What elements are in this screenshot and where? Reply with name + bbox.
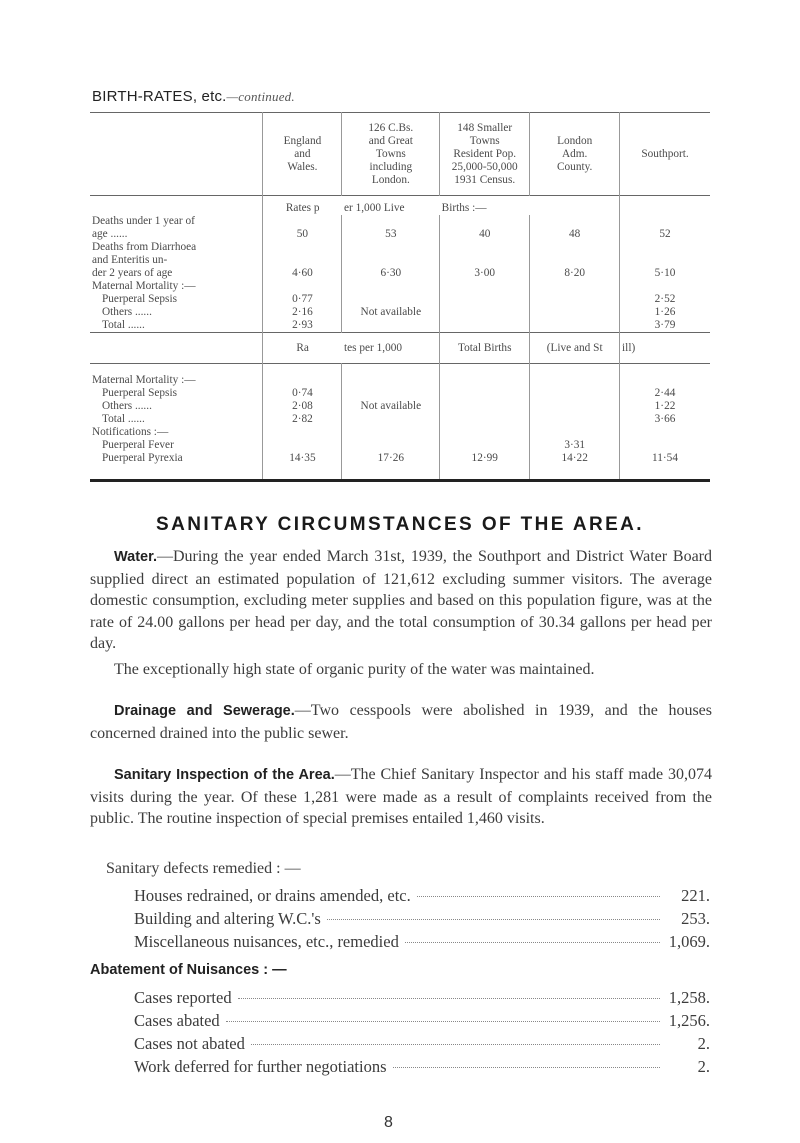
col-header-blank (90, 113, 263, 196)
cell: 3·79 (654, 319, 676, 331)
mm2-label-sepsis: Puerperal Sepsis (90, 387, 263, 400)
mm1-label-others: Others ...... (90, 306, 263, 319)
cell: 5·10 (654, 267, 676, 279)
section1-label-c: Births :— (440, 196, 530, 216)
page-number: 8 (384, 1114, 393, 1131)
cell: 2·82 (263, 413, 342, 426)
cell: 53 (342, 215, 440, 241)
mm1-heading: Maternal Mortality :— (90, 280, 263, 293)
table-row (90, 293, 710, 306)
cell: 4·60 (263, 241, 342, 280)
cell: 3·00 (440, 241, 530, 280)
cell: 2·52 (654, 293, 676, 305)
cell: 2·08 (263, 400, 342, 413)
cell: 2·16 (263, 306, 342, 319)
list-item: Work deferred for further negotiations 2. (134, 1057, 710, 1076)
col-header-great-towns: 126 C.Bs. and Great Towns including London. (342, 113, 440, 196)
col-header-london: London Adm. County. (530, 113, 620, 196)
notif-label-pyrexia: Puerperal Pyrexia (90, 452, 263, 465)
cell: 1·22 (654, 400, 676, 412)
notifications-heading: Notifications :— (90, 426, 263, 439)
drainage-paragraph (90, 700, 712, 744)
table-row (90, 241, 710, 280)
abatement-heading: Abatement of Nuisances : — (90, 962, 287, 978)
cell: 2·93 (263, 319, 342, 333)
col-header-england: England and Wales. (263, 113, 342, 196)
table-row (90, 215, 710, 241)
col-header-southport: Southport. (620, 113, 710, 196)
table-row (90, 400, 710, 413)
cell: 11·54 (652, 452, 678, 464)
cell: 2·44 (654, 387, 676, 399)
cell: 40 (440, 215, 530, 241)
list-item: Cases abated 1,256. (134, 1011, 710, 1030)
list-item: Building and altering W.C.'s 253. (134, 909, 710, 928)
list-item: Miscellaneous nuisances, etc., remedied 1,069. (134, 932, 710, 951)
header-continued: —continued. (226, 89, 295, 104)
section2-label-d: (Live and St (530, 333, 620, 364)
header-title: BIRTH-RATES, etc. (92, 88, 227, 105)
inspection-paragraph (90, 764, 712, 830)
drainage-lead: Drainage and Sewerage. (114, 703, 295, 719)
abatement-list (134, 988, 710, 1080)
cell: 17·26 (342, 439, 440, 465)
cell: 3·66 (654, 413, 676, 425)
list-item: Cases not abated 2. (134, 1034, 710, 1053)
water-text2: The exceptionally high state of organic purity of the water was maintained. (114, 660, 595, 678)
cell: 8·20 (530, 241, 620, 280)
page-header (92, 88, 295, 105)
section2-label-b: tes per 1,000 (342, 333, 440, 364)
water-paragraph (90, 546, 712, 680)
table-row (90, 364, 710, 388)
cell: 3·31 (530, 439, 620, 452)
cell: 0·74 (263, 387, 342, 400)
section1-label-a: Rates p (263, 196, 342, 216)
water-text (90, 546, 712, 655)
section1-label-b: er 1,000 Live (342, 196, 440, 216)
table-bottom-rule (90, 465, 710, 481)
list-item: Houses redrained, or drains amended, etc. 221. (134, 886, 710, 905)
cell: 0·77 (263, 293, 342, 306)
not-available-text: Not available (342, 400, 440, 413)
water-body: —During the year ended March 31st, 1939, the Southport and District Water Board supplied direct an estimated population of 121,612 excluding summer visitors. The average domestic consumption, excluding meter supplies and based on this population figure, was at the rate of 24.00 gallons per head per day, and the total consumption of 30.34 gallons per head per day. (90, 548, 712, 652)
cell: 52 (659, 228, 671, 240)
table-row (90, 426, 710, 439)
table-row (90, 319, 710, 333)
section-title: SANITARY CIRCUMSTANCES OF THE AREA. (156, 514, 644, 535)
table-row (90, 413, 710, 426)
row-label-diarrhoea: Deaths from Diarrhoea and Enteritis un- der 2 years of age (90, 241, 263, 280)
birth-rates-table (90, 112, 710, 482)
defects-list (134, 886, 710, 955)
table-row (90, 387, 710, 400)
mm2-label-total: Total ...... (90, 413, 263, 426)
drainage-body: —Two cesspools were abolished in 1939, and the houses concerned drained into the public sewer. (90, 702, 712, 742)
table-row (90, 306, 710, 319)
not-available-text: Not available (342, 306, 440, 319)
water-lead: Water. (114, 549, 157, 565)
section2-label-a: Ra (263, 333, 342, 364)
section2-row (90, 333, 710, 364)
cell: 48 (530, 215, 620, 241)
cell: 50 (263, 215, 342, 241)
section1-row (90, 196, 710, 216)
table-row (90, 280, 710, 293)
section2-label-e: ill) (620, 333, 710, 364)
notif-label-fever: Puerperal Fever (90, 439, 263, 452)
inspection-body: —The Chief Sanitary Inspector and his staff made 30,074 visits during the year. Of these 1,281 were made as a result of complaints received from the public. The routine inspection of special premises entailed 1,460 visits. (90, 766, 712, 827)
table-row (90, 439, 710, 452)
mm1-label-total: Total ...... (90, 319, 263, 333)
row-label-infant-deaths: Deaths under 1 year of age ...... (90, 215, 263, 241)
cell: 14·35 (263, 439, 342, 465)
mm2-heading: Maternal Mortality :— (90, 364, 263, 388)
cell: 1·26 (654, 306, 676, 318)
cell: 12·99 (440, 439, 530, 465)
mm2-label-others: Others ...... (90, 400, 263, 413)
inspection-lead: Sanitary Inspection of the Area. (114, 767, 335, 783)
col-header-smaller-towns: 148 Smaller Towns Resident Pop. 25,000-50,000 1931 Census. (440, 113, 530, 196)
defects-heading: Sanitary defects remedied : — (106, 860, 301, 877)
section2-label-c: Total Births (440, 333, 530, 364)
cell: 14·22 (530, 452, 620, 465)
list-item: Cases reported 1,258. (134, 988, 710, 1007)
mm1-label-sepsis: Puerperal Sepsis (90, 293, 263, 306)
cell: 6·30 (342, 241, 440, 280)
table-header-row (90, 113, 710, 196)
